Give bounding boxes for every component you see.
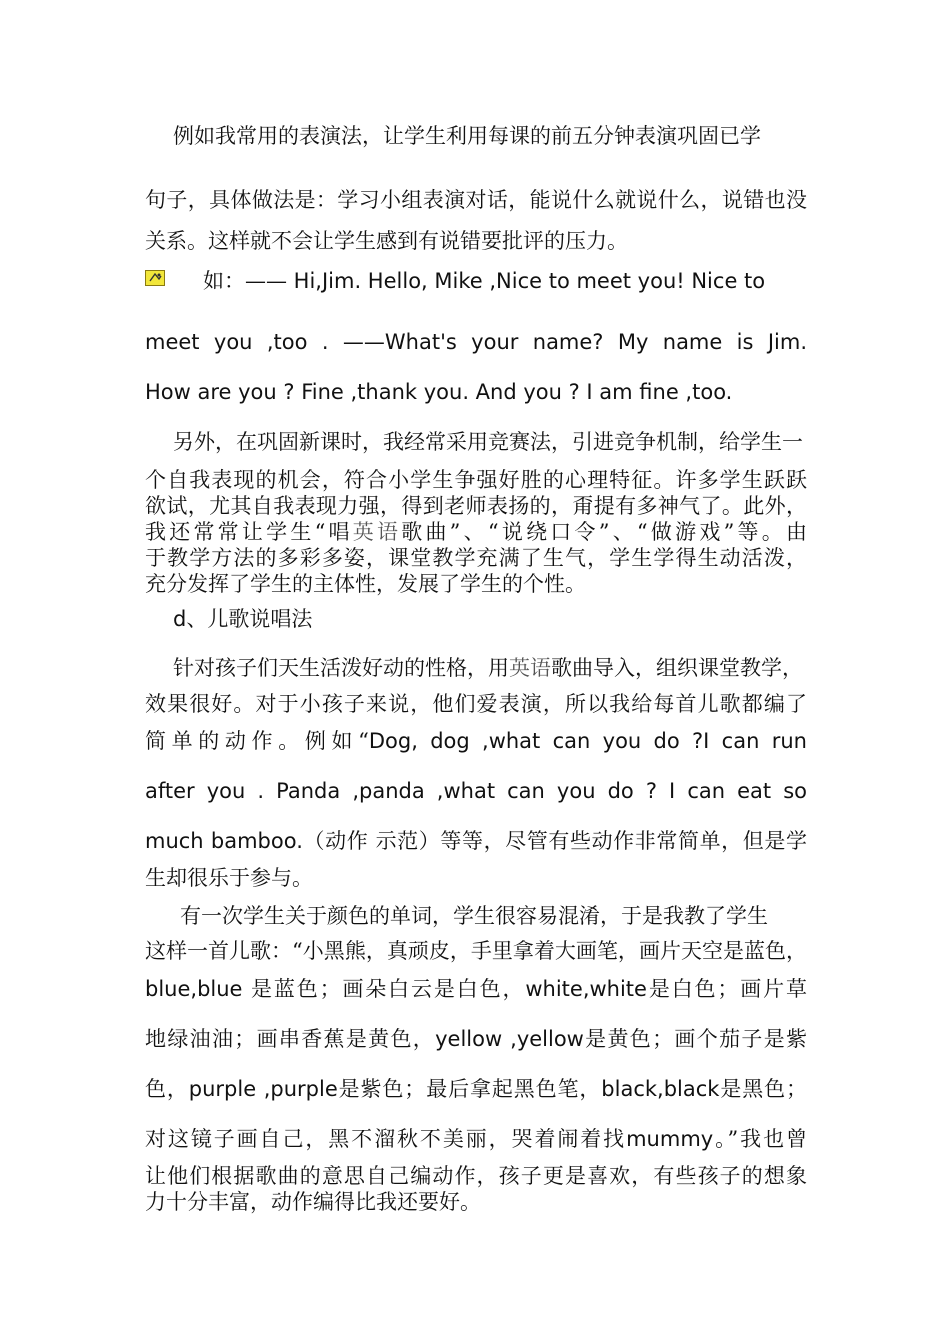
p5-line-3-en-1: blue,blue [145, 977, 243, 1001]
p3-line-3: 欲试，尤其自我表现力强，得到老师表扬的，甭提有多神气了。此外， [145, 494, 807, 518]
p5-line-5-cn-2: 是紫色；最后拿起黑色笔， [337, 1077, 602, 1101]
p4-line-5 [145, 828, 807, 854]
p5-line-3 [145, 976, 807, 1002]
p4-line-3-cn: 简单的动作。例如“ [145, 729, 369, 753]
p3-line-4-b: 歌曲”、“说绕口令”、“做游戏”等。由 [401, 520, 807, 544]
p5-line-4-cn-1: 地绿油油；画串香蕉是黄色， [145, 1027, 436, 1051]
p4-line-1-b: 歌曲导入，组织课堂教学， [551, 656, 803, 680]
p1-line-2: 句子，具体做法是：学习小组表演对话，能说什么就说什么，说错也没 [145, 188, 807, 212]
p4-line-3-en: Dog, dog ,what can you do ?I can run [368, 729, 807, 753]
p3-line-5: 于教学方法的多彩多姿，课堂教学充满了生气，学生学得生动活泼， [145, 546, 807, 570]
p4-line-1-a: 针对孩子们天生活泼好动的性格，用 [173, 656, 509, 680]
p4-line-6: 生却很乐于参与。 [145, 866, 313, 890]
p4-line-2: 效果很好。对于小孩子来说，他们爱表演，所以我给每首儿歌都编了 [145, 692, 807, 716]
p5-line-3-cn-2: 是白色；画片草 [646, 977, 807, 1001]
dialog-line-1 [203, 268, 807, 294]
p5-line-5-en-1: purple ,purple [188, 1077, 338, 1101]
p5-line-6-en: mummy [626, 1127, 714, 1151]
p5-line-4-en: yellow ,yellow [435, 1027, 584, 1051]
p5-line-5-cn-1: 色， [145, 1077, 189, 1101]
p4-line-5-en: much bamboo. [145, 829, 303, 853]
p3-line-2: 个自我表现的机会，符合小学生争强好胜的心理特征。许多学生跃跃 [145, 468, 807, 492]
p1-line-1: 例如我常用的表演法，让学生利用每课的前五分钟表演巩固已学 [173, 124, 761, 148]
p3-line-4 [145, 519, 807, 545]
p3-line-4-a: 我还常常让学生“唱 [145, 520, 353, 544]
p3-line-6: 充分发挥了学生的主体性，发展了学生的个性。 [145, 572, 586, 596]
section-heading-letter: d [173, 607, 187, 631]
p5-line-1: 有一次学生关于颜色的单词，学生很容易混淆，于是我教了学生 [180, 904, 768, 928]
p5-line-5 [145, 1076, 807, 1102]
p1-line-3: 关系。这样就不会让学生感到有说错要批评的压力。 [145, 229, 628, 253]
p5-line-6-cn-2: 。”我也曾 [713, 1127, 807, 1151]
p4-line-3 [145, 728, 807, 754]
p4-line-1 [173, 655, 807, 681]
p5-line-5-cn-3: 是黑色； [719, 1077, 808, 1101]
p5-line-3-cn-1: 是蓝色；画朵白云是白色， [242, 977, 526, 1001]
p3-line-1: 另外，在巩固新课时，我经常采用竞赛法，引进竞争机制，给学生一 [173, 430, 803, 454]
p5-line-8: 力十分丰富，动作编得比我还要好。 [145, 1190, 481, 1214]
dialog-line-3: How are you ? Fine ,thank you. And you ? I am fine ,too. [145, 380, 733, 404]
p5-line-6 [145, 1126, 807, 1152]
p5-line-5-en-2: black,black [601, 1077, 720, 1101]
p5-line-3-en-2: white,white [525, 977, 647, 1001]
p4-keyword-english: 英语 [509, 656, 551, 680]
dialog-prefix: 如：—— [203, 269, 287, 293]
p5-line-4-cn-2: 是黄色；画个茄子是紫 [583, 1027, 808, 1051]
p4-line-4: after you . Panda ,panda ,what can you do ? I can eat so [145, 779, 807, 803]
section-heading-title: 、儿歌说唱法 [186, 607, 313, 631]
p3-keyword-english: 英语 [352, 520, 402, 544]
p5-line-7: 让他们根据歌曲的意思自己编动作，孩子更是喜欢，有些孩子的想象 [145, 1164, 807, 1188]
p4-line-5-cn: （动作 示范）等等，尽管有些动作非常简单，但是学 [302, 829, 807, 853]
p5-line-2: 这样一首儿歌：“小黑熊，真顽皮，手里拿着大画笔，画片天空是蓝色， [145, 939, 807, 963]
section-heading-d [173, 606, 807, 632]
dialog-line-1-text: Hi,Jim. Hello, Mike ,Nice to meet you! Nice to [287, 269, 766, 293]
p5-line-4 [145, 1026, 807, 1052]
dialog-line-2: meet you ,too . ——What's your name? My name is Jim. [145, 330, 807, 354]
p5-line-6-cn: 对这镜子画自己，黑不溜秋不美丽，哭着闹着找 [145, 1127, 627, 1151]
picture-placeholder-icon [145, 270, 165, 286]
